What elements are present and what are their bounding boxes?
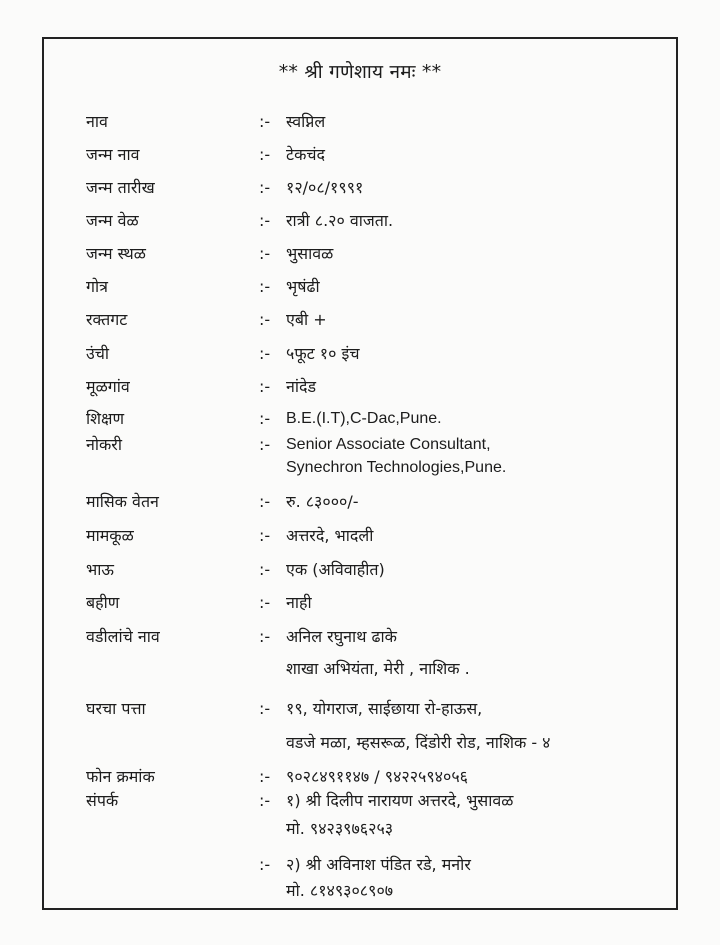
field-separator: :-	[259, 178, 271, 197]
field-value-line2: मो. ८१४९३०८९०७	[286, 881, 394, 900]
field-separator: :-	[259, 855, 271, 874]
field-separator: :-	[259, 699, 271, 718]
field-separator: :-	[259, 277, 271, 296]
field-separator: :-	[259, 112, 271, 131]
field-value-line2: Synechron Technologies,Pune.	[286, 459, 507, 476]
field-separator: :-	[259, 310, 271, 329]
field-label: शिक्षण	[86, 409, 125, 428]
field-value: रात्री ८.२० वाजता.	[286, 211, 394, 230]
field-label: जन्म तारीख	[86, 178, 155, 197]
field-value: एबी +	[286, 310, 327, 329]
field-value: B.E.(I.T),C-Dac,Pune.	[286, 410, 442, 427]
field-label: नोकरी	[86, 435, 123, 454]
field-value-line2: मो. ९४२३९७६२५३	[286, 819, 394, 838]
field-label: उंची	[86, 344, 110, 363]
field-label: बहीण	[86, 593, 120, 612]
field-value: स्वप्निल	[286, 112, 326, 131]
field-separator: :-	[259, 409, 271, 428]
field-label: संपर्क	[86, 791, 119, 810]
field-value: १) श्री दिलीप नारायण अत्तरदे, भुसावळ	[286, 791, 514, 810]
field-label: जन्म नाव	[86, 145, 140, 164]
field-value-line2: शाखा अभियंता, मेरी , नाशिक .	[286, 659, 470, 678]
field-separator: :-	[259, 791, 271, 810]
field-label: वडीलांचे नाव	[86, 627, 160, 646]
field-value: अत्तरदे, भादली	[286, 526, 374, 545]
field-value: अनिल रघुनाथ ढाके	[286, 627, 397, 646]
field-value: भृषंढी	[286, 277, 320, 296]
field-label: नाव	[86, 112, 108, 131]
field-separator: :-	[259, 526, 271, 545]
field-value: नांदेड	[286, 377, 317, 396]
field-label: मासिक वेतन	[86, 492, 159, 511]
field-label: गोत्र	[86, 277, 108, 296]
page-heading: ** श्री गणेशाय नमः **	[278, 61, 442, 83]
field-separator: :-	[259, 244, 271, 263]
field-value: Senior Associate Consultant,	[286, 436, 491, 453]
field-value: १९, योगराज, साईछाया रो-हाऊस,	[286, 699, 483, 718]
field-label: भाऊ	[86, 560, 114, 579]
field-separator: :-	[259, 435, 271, 454]
field-separator: :-	[259, 344, 271, 363]
field-separator: :-	[259, 560, 271, 579]
field-label: फोन क्रमांक	[86, 767, 155, 786]
field-value: ५फूट १० इंच	[286, 344, 360, 363]
field-separator: :-	[259, 767, 271, 786]
field-value: २) श्री अविनाश पंडित रडे, मनोर	[286, 855, 471, 874]
field-separator: :-	[259, 145, 271, 164]
field-separator: :-	[259, 377, 271, 396]
field-separator: :-	[259, 492, 271, 511]
field-value: रु. ८३०००/-	[286, 492, 359, 511]
field-value-line2: वडजे मळा, म्हसरूळ, दिंडोरी रोड, नाशिक - ४	[286, 733, 551, 752]
field-label: जन्म स्थळ	[86, 244, 146, 263]
field-value: भुसावळ	[286, 244, 334, 263]
field-label: मूळगांव	[86, 377, 130, 396]
field-value: एक (अविवाहीत)	[286, 560, 385, 579]
field-value: ९०२८४९११४७ / ९४२२५९४०५६	[286, 767, 468, 786]
field-separator: :-	[259, 593, 271, 612]
field-label: जन्म वेळ	[86, 211, 139, 230]
field-separator: :-	[259, 627, 271, 646]
field-label: मामकूळ	[86, 526, 134, 545]
field-value: नाही	[286, 593, 312, 612]
field-value: १२/०८/१९९१	[286, 178, 364, 197]
field-label: रक्तगट	[86, 310, 128, 329]
field-separator: :-	[259, 211, 271, 230]
field-value: टेकचंद	[286, 145, 326, 164]
field-label: घरचा पत्ता	[86, 699, 146, 718]
